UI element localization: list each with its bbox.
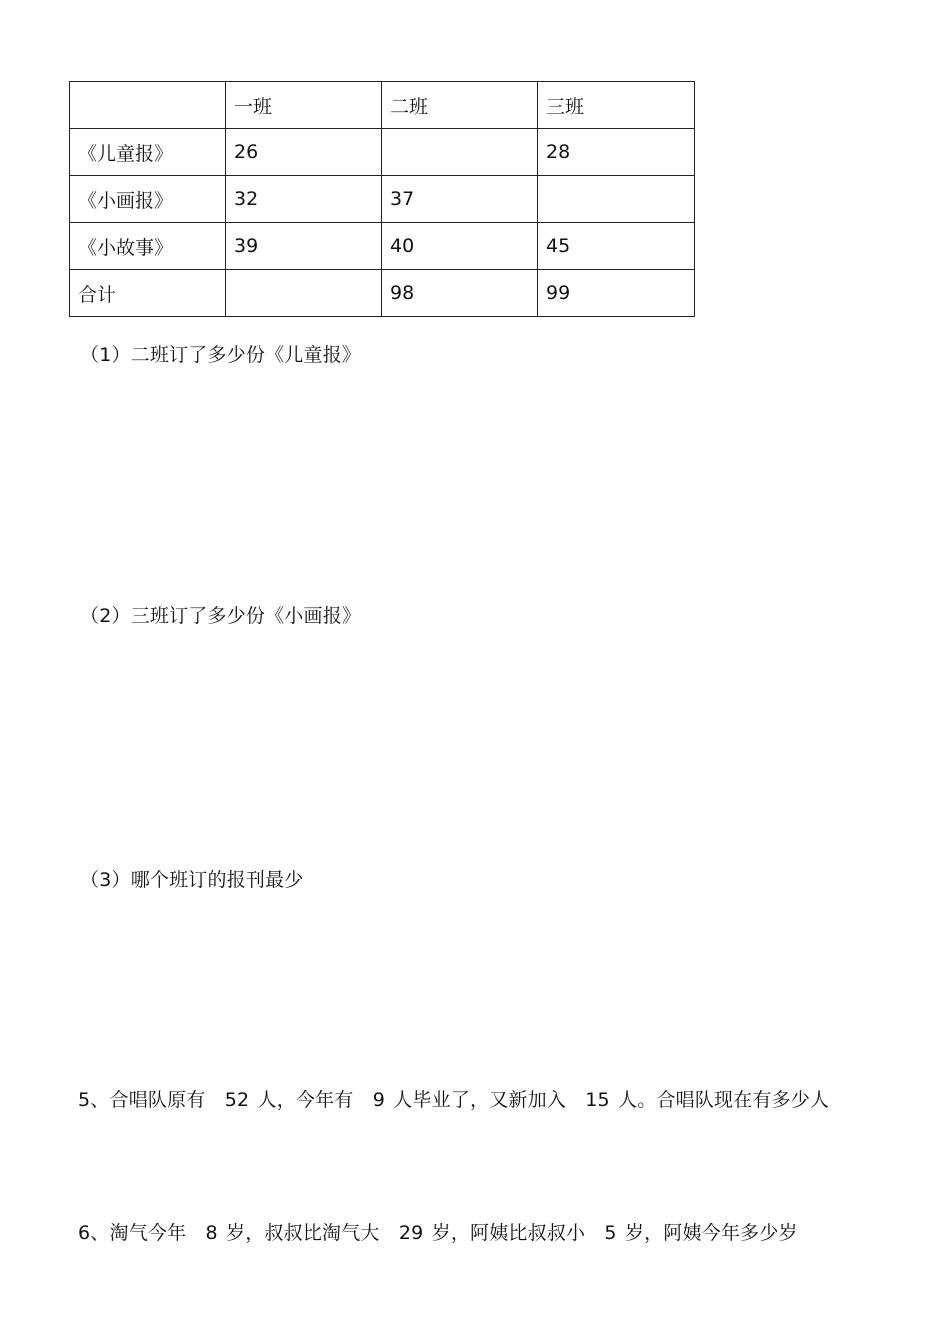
table-cell: 32 bbox=[226, 176, 382, 223]
problem-6: 6、淘气今年 8 岁，叔叔比淘气大 29 岁，阿姨比叔叔小 5 岁，阿姨今年多少岁 bbox=[78, 1222, 798, 1244]
table-total-row bbox=[70, 270, 695, 317]
problem-5: 5、合唱队原有 52 人，今年有 9 人毕业了，又新加入 15 人。合唱队现在有多少人 bbox=[78, 1089, 830, 1111]
table-cell: 99 bbox=[538, 270, 695, 317]
table-header-class-2: 二班 bbox=[382, 82, 538, 129]
table-cell bbox=[70, 82, 226, 129]
row-label: 《小画报》 bbox=[70, 176, 226, 223]
row-label: 《小故事》 bbox=[70, 223, 226, 270]
table-cell: 39 bbox=[226, 223, 382, 270]
question-3: （3）哪个班订的报刊最少 bbox=[80, 869, 304, 891]
table-header-class-3: 三班 bbox=[538, 82, 695, 129]
subscription-table bbox=[69, 81, 695, 317]
table-cell: 28 bbox=[538, 129, 695, 176]
row-label: 《儿童报》 bbox=[70, 129, 226, 176]
row-label: 合计 bbox=[70, 270, 226, 317]
table-cell: 45 bbox=[538, 223, 695, 270]
question-1: （1）二班订了多少份《儿童报》 bbox=[80, 344, 362, 366]
table-row bbox=[70, 176, 695, 223]
table-row bbox=[70, 129, 695, 176]
table-cell bbox=[382, 129, 538, 176]
table-header-row bbox=[70, 82, 695, 129]
table-cell: 37 bbox=[382, 176, 538, 223]
question-2: （2）三班订了多少份《小画报》 bbox=[80, 605, 362, 627]
table-cell: 98 bbox=[382, 270, 538, 317]
table-row bbox=[70, 223, 695, 270]
table-cell bbox=[538, 176, 695, 223]
table-header-class-1: 一班 bbox=[226, 82, 382, 129]
table-cell: 26 bbox=[226, 129, 382, 176]
table-cell bbox=[226, 270, 382, 317]
table-cell: 40 bbox=[382, 223, 538, 270]
